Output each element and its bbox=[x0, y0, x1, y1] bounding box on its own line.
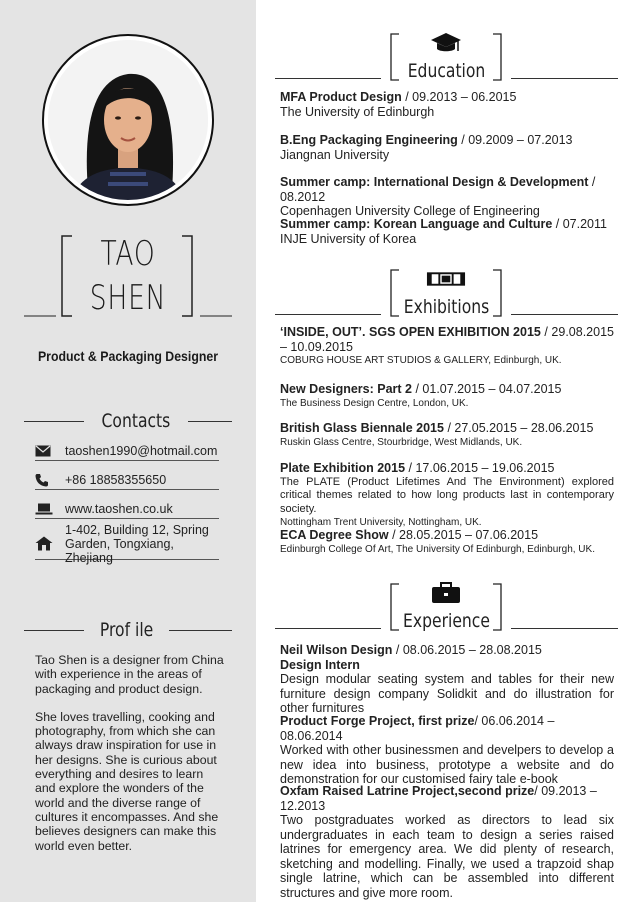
name-last: SHEN bbox=[89, 278, 167, 318]
laptop-icon bbox=[35, 503, 65, 515]
education-item: B.Eng Packaging Engineering / 09.2009 – 07.2013 Jiangnan University bbox=[280, 133, 573, 162]
contact-email[interactable] bbox=[35, 442, 219, 461]
film-strip-icon bbox=[426, 266, 466, 292]
education-item: MFA Product Design / 09.2013 – 06.2015 The University of Edinburgh bbox=[280, 90, 517, 119]
experience-item: Product Forge Project, first prize/ 06.06.2014 – 08.06.2014 Worked with other businessmen and develpers to develop a new idea into business, prototype a website and do demonstration for our customised fairy tale e-book bbox=[280, 714, 614, 786]
contacts-heading: Contacts bbox=[24, 410, 232, 432]
experience-item: Neil Wilson Design / 08.06.2015 – 28.08.2015 Design Intern Design modular seating system and tables for their new furniture design company Solidkit and do illustration for other furnitures bbox=[280, 643, 614, 715]
address-text: 1-402, Building 12, Spring Garden, Tongxiang, Zhejiang bbox=[65, 522, 209, 565]
education-heading: Education bbox=[275, 30, 618, 90]
profile-paragraph-1: Tao Shen is a designer from China with experience in the areas of packaging and product design. bbox=[35, 653, 224, 696]
graduation-cap-icon bbox=[426, 30, 466, 56]
education-item: Summer camp: Korean Language and Culture / 07.2011 INJE University of Korea bbox=[280, 217, 607, 246]
exhibition-item: Plate Exhibition 2015 / 17.06.2015 – 19.06.2015 The PLATE (Product Lifetimes And The Environment) explored critical themes related to how long products last in contemporary society. Nottingham Trent University, Nottingham, UK. bbox=[280, 461, 614, 528]
profile-paragraph-2: She loves travelling, cooking and photography, from which she can always draw inspiration for use in her designs. She is curious about everything and desires to learn and explore the wonders of the world and the diverse range of cultures it encompasses. And she believes designers can make this world even better. bbox=[35, 709, 219, 853]
contact-website[interactable] bbox=[35, 500, 219, 519]
name-first: TAO bbox=[100, 234, 156, 274]
education-item: Summer camp: International Design & Development / 08.2012 Copenhagen University College of Engineering bbox=[280, 175, 596, 218]
exhibition-item: New Designers: Part 2 / 01.07.2015 – 04.07.2015 The Business Design Centre, London, UK. bbox=[280, 382, 562, 409]
name-block bbox=[0, 230, 256, 320]
profile-text bbox=[35, 653, 225, 867]
phone-icon bbox=[35, 473, 65, 487]
exhibition-item: British Glass Biennale 2015 / 27.05.2015 – 28.06.2015 Ruskin Glass Centre, Stourbridge, West Midlands, UK. bbox=[280, 421, 594, 448]
email-text[interactable]: taoshen1990@hotmail.com bbox=[65, 444, 218, 458]
exhibition-item: ‘INSIDE, OUT’. SGS OPEN EXHIBITION 2015 / 29.08.2015 – 10.09.2015 COBURG HOUSE ART STUDIOS & GALLERY, Edinburgh, UK. bbox=[280, 325, 614, 366]
contact-address bbox=[35, 522, 219, 565]
profile-photo bbox=[42, 34, 214, 206]
experience-item: Oxfam Raised Latrine Project,second prize/ 09.2013 –12.2013 Two postgraduates worked as directors to lead six undergraduates in each team to design a series raised latrines for emergency area. We did plenty of research, sketching and modelling. Finally, we used a trapzoid shap single latrine, which can be assembled into different structures and give more room. bbox=[280, 784, 614, 900]
briefcase-icon bbox=[426, 580, 466, 606]
home-icon bbox=[35, 536, 65, 551]
exhibitions-heading: Exhibitions bbox=[275, 266, 618, 326]
envelope-icon bbox=[35, 445, 65, 457]
job-title: Product & Packaging Designer bbox=[37, 348, 219, 364]
experience-heading: Experience bbox=[275, 580, 618, 640]
phone-text[interactable]: +86 18858355650 bbox=[65, 473, 167, 487]
exhibition-item: ECA Degree Show / 28.05.2015 – 07.06.2015 Edinburgh College Of Art, The University Of Edinburgh, Edinburgh, UK. bbox=[280, 528, 595, 555]
contact-phone[interactable] bbox=[35, 471, 219, 490]
website-link[interactable]: www.taoshen.co.uk bbox=[65, 502, 173, 516]
profile-heading: Prof ile bbox=[24, 619, 232, 641]
portrait-image bbox=[48, 40, 208, 200]
